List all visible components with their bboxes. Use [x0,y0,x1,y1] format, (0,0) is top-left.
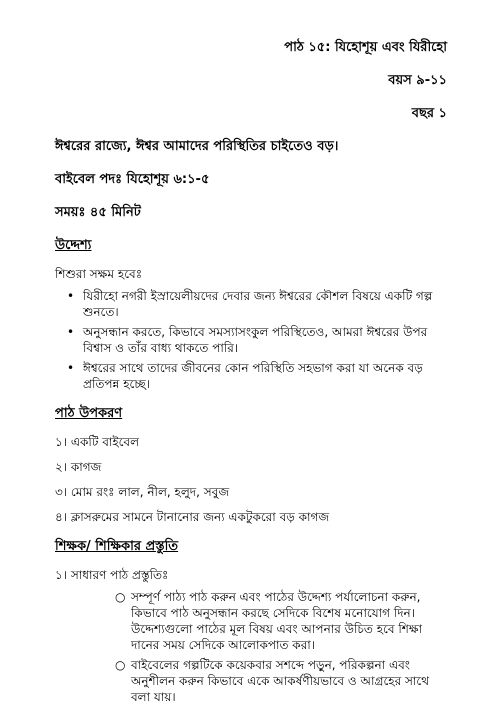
objective-text: ঈশ্বরের সাথে তাদের জীবনের কোন পরিস্থিতি সহভাগ করা যা অনেক বড় প্রতিপন্ন হচ্ছে। [83,361,423,391]
preparation-heading: শিক্ষক/ শিক্ষিকার প্রস্তুতি [55,539,179,554]
material-item: ১। একটি বাইবেল [55,435,140,449]
objectives-heading: উদ্দেশ্য [55,238,92,253]
objectives-list [55,288,447,392]
list-item [67,360,447,392]
lesson-title: পাঠ ১৫: যিহোশূয় এবং যিরীহো [284,40,447,55]
material-item: ৪। ক্লাসরুমের সামনে টানানোর জন্য একটুকরো বড় কাগজ [55,510,330,524]
preparation-text: সম্পূর্ণ পাঠ্য পাঠ করুন এবং পাঠের উদ্দেশ্য পর্যালোচনা করুন, কিভাবে পাঠ অনুসন্ধান করছে সেদিকে বিশেষ মনোযোগ দিন। উদ্দেশ্যগুলো পাঠের মূল বিষয় এবং আপনার উচিত হবে শিক্ষা দানের সময় সেদিকে আলোকপাত করা। [131,590,423,652]
preparation-step: ১। সাধারণ পাঠ প্রস্তুতিঃ [55,568,169,582]
age-range: বয়স ৯-১১ [388,73,447,88]
year-label: বছর ১ [411,106,447,121]
objective-text: যিরীহো নগরী ইস্রায়েলীয়দের দেবার জন্য ঈশ্বরের কৌশল বিষয়ে একটি গল্প শুনতে। [83,289,433,319]
circle-bullet-icon: ○ [115,590,126,604]
circle-bullet-icon: ○ [115,658,126,672]
list-item [115,589,447,653]
bullet-icon: • [67,289,75,303]
materials-heading: পাঠ উপকরণ [55,406,123,421]
list-item [67,288,447,320]
objective-text: অনুসন্ধান করতে, কিভাবে সমস্যাসংকুল পরিস্থিতেও, আমরা ঈশ্বরের উপর বিশ্বাস ও তাঁর বাধ্য থাকতে পারি। [83,325,428,355]
list-item [115,657,447,705]
list-item [67,324,447,356]
preparation-text: বাইবেলের গল্পটিকে কয়েকবার সশব্দে পড়ুন, পরিকল্পনা এবং অনুশীলন করুন কিভাবে একে আকর্ষণীয়ভাবে ও আগ্রহের সাথে বলা যায়। [131,658,429,704]
lesson-theme: ঈশ্বরের রাজ্যে, ঈশ্বর আমাদের পরিস্থিতির চাইতেও বড়। [55,139,339,154]
objectives-intro: শিশুরা সক্ষম হবেঃ [55,267,143,281]
bullet-icon: • [67,325,75,339]
lesson-duration: সময়ঃ ৪৫ মিনিট [55,205,141,220]
bible-verse: বাইবেল পদঃ যিহোশূয় ৬:১-৫ [55,172,210,187]
material-item: ২। কাগজ [55,460,102,474]
bullet-icon: • [67,361,75,375]
material-item: ৩। মোম রংঃ লাল, নীল, হলুদ, সবুজ [55,485,230,499]
